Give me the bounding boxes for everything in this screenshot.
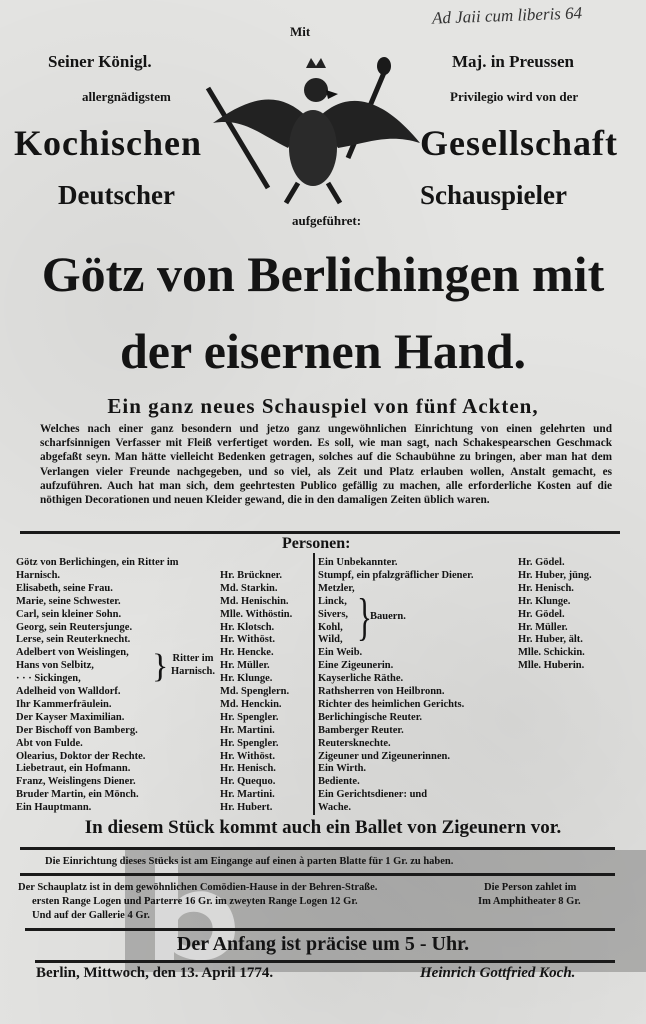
divider [35, 960, 615, 963]
cast-role: Adelheid von Walldorf. [16, 686, 121, 697]
cast-role: Richter des heimlichen Gerichts. [318, 698, 465, 710]
cast-role: Liebetraut, ein Hofmann. [16, 763, 131, 775]
cast-actor: Mlle. Huberin. [518, 660, 585, 672]
cast-actor: Hr. Spengler. [220, 737, 279, 749]
cast-role: Olearius, Doktor der Rechte. [16, 750, 146, 762]
header-gesellschaft: Gesellschaft [420, 123, 618, 163]
cast-role: Georg, sein Reutersjunge. [16, 621, 133, 633]
cast-role: Wild, [318, 634, 343, 646]
cast-role: Ein Hauptmann. [16, 802, 92, 814]
cast-actor: Hr. Klunge. [518, 595, 571, 607]
cast-actor: Hr. Klotsch. [220, 621, 275, 633]
cast-role: Linck, [318, 595, 347, 607]
knights-bracket-label: Ritter im Harnisch. [170, 653, 216, 677]
cast-actor: Hr. Müller. [220, 660, 270, 672]
cast-role: · · · Sickingen, [16, 673, 81, 685]
cast-role: Elisabeth, seine Frau. [16, 582, 113, 594]
cast-role: Ihr Kammerfräulein. [16, 698, 112, 710]
start-time: Der Anfang ist präcise um 5 - Uhr. [176, 933, 470, 955]
handwritten-note: Ad Jaii cum liberis 64 [431, 3, 583, 28]
cast-actor: Md. Starkin. [220, 582, 278, 594]
header-deutscher: Deutscher [58, 180, 175, 210]
cast-actor: Hr. Gödel. [518, 557, 565, 568]
ballet-note: In diesem Stück kommt auch ein Ballet von Zigeunern vor. [84, 817, 562, 838]
cast-role: Zigeuner und Zigeunerinnen. [318, 750, 450, 762]
divider [25, 928, 615, 931]
cast-actor: Hr. Spengler. [220, 711, 279, 723]
venue-line-2: ersten Range Logen und Parterre 16 Gr. im zweyten Range Logen 12 Gr. [32, 896, 358, 907]
cast-role: Ein Weib. [318, 647, 363, 659]
header-mit: Mit [290, 24, 311, 39]
divider [20, 847, 615, 850]
venue-line-3: Und auf der Gallerie 4 Gr. [32, 910, 150, 921]
cast-role: Wache. [318, 802, 351, 814]
venue-line-2-right: Im Amphitheater 8 Gr. [478, 896, 581, 907]
cast-role: Der Bischoff von Bamberg. [16, 724, 138, 736]
cast-actor: Hr. Hubert. [220, 802, 273, 814]
cast-actor: Hr. Müller. [518, 621, 568, 633]
cast-role: Ein Unbekannter. [318, 557, 398, 568]
cast-actor: Hr. Quequo. [220, 776, 276, 788]
cast-actor: Mlle. Withöstin. [220, 608, 293, 620]
peasants-bracket-label: Bauern. [370, 611, 406, 622]
footer-date: Berlin, Mittwoch, den 13. April 1774. [36, 965, 274, 981]
cast-role: Harnisch. [16, 569, 61, 581]
cast-actor: Hr. Withöst. [220, 750, 275, 762]
cast-actor: Hr. Henisch. [518, 582, 574, 594]
cast-role: Kohl, [318, 621, 343, 633]
cast-role: Marie, seine Schwester. [16, 595, 121, 607]
play-subtitle: Ein ganz neues Schauspiel von fünf Ackten, [107, 394, 539, 418]
cast-role: Eine Zigeunerin. [318, 660, 394, 672]
cast-role: Kayserliche Räthe. [318, 673, 404, 685]
cast-actor: Md. Spenglern. [220, 686, 290, 697]
cast-role: Carl, sein kleiner Sohn. [16, 608, 122, 620]
cast-actor: Hr. Martini. [220, 724, 275, 736]
prussian-eagle-emblem [198, 48, 424, 208]
cast-role: Stumpf, ein pfalzgräflicher Diener. [318, 569, 474, 581]
cast-column-divider [313, 553, 315, 815]
cast-role: Sivers, [318, 608, 349, 620]
header-schauspieler: Schauspieler [420, 180, 568, 210]
cast-role: Reutersknechte. [318, 737, 391, 749]
knights-brace: } [152, 648, 169, 685]
footer-signature: Heinrich Gottfried Koch. [420, 965, 576, 981]
cast-role: Rathsherren von Heilbronn. [318, 686, 445, 697]
cast-role: Lerse, sein Reuterknecht. [16, 634, 131, 646]
cast-actor: Hr. Huber, ält. [518, 634, 583, 646]
cast-actor: Hr. Brückner. [220, 569, 282, 581]
cast-role: Der Kayser Maximilian. [16, 711, 125, 723]
cast-role: Bediente. [318, 776, 360, 788]
cast-role: Hans von Selbitz, [16, 660, 94, 672]
cast-actor: Md. Henischin. [220, 595, 289, 607]
header-maj: Maj. in Preussen [452, 52, 574, 71]
play-title-line-2: der eisernen Hand. [119, 323, 527, 379]
cast-role: Ein Wirth. [318, 763, 367, 775]
peasants-brace: } [356, 589, 372, 646]
header-kochischen: Kochischen [14, 123, 203, 163]
cast-actor: Hr. Klunge. [220, 673, 273, 685]
cast-role: Berlichingische Reuter. [318, 711, 423, 723]
cast-actor: Hr. Gödel. [518, 608, 565, 620]
cast-actor: Hr. Huber, jüng. [518, 569, 592, 581]
cast-role: Adelbert von Weislingen, [16, 647, 129, 659]
venue-line-1-right: Die Person zahlet im [484, 882, 577, 893]
cast-actor: Hr. Withöst. [220, 634, 275, 646]
cast-role: Bamberger Reuter. [318, 724, 404, 736]
cast-role: Bruder Martin, ein Mönch. [16, 789, 139, 801]
divider [20, 531, 620, 534]
header-seiner: Seiner Königl. [48, 52, 152, 71]
cast-actor: Hr. Henisch. [220, 763, 276, 775]
booklet-note: Die Einrichtung dieses Stücks ist am Eingange auf einen à parten Blatte für 1 Gr. zu haben. [45, 856, 454, 867]
cast-role: Franz, Weislingens Diener. [16, 776, 136, 788]
cast-actor: Hr. Hencke. [220, 647, 274, 659]
cast-heading: Personen: [282, 535, 351, 552]
cast-actor: Md. Henckin. [220, 698, 282, 710]
cast-role: Metzler, [318, 582, 355, 594]
header-aufgefuehret: aufgeführet: [292, 213, 362, 228]
header-privilegio: Privilegio wird von der [450, 89, 579, 104]
venue-line-1: Der Schauplatz ist in dem gewöhnlichen Comödien-Hause in der Behren-Straße. [18, 882, 378, 893]
cast-actor: Hr. Martini. [220, 789, 275, 801]
cast-role: Ein Gerichtsdiener: und [318, 789, 428, 801]
divider [20, 873, 615, 876]
play-title-line-1: Götz von Berlichingen mit [41, 246, 605, 302]
cast-actor: Mlle. Schickin. [518, 647, 585, 659]
header-allergn: allergnädigstem [82, 89, 171, 104]
play-description: Welches nach einer ganz besondern und jetzo ganz ungewöhnlichen Einrichtung von einen gelehrten und scharfsinnigen Verfasser mit Fleiß verfertiget worden. Es soll, wie man sagt, nach Schakespearschen Geschmack abgefaßt seyn. Man hätte vielleicht Bedenken getragen, solches auf die Schaubühne zu bringen, aber man hat dem Verlangen vieler Freunde nachgegeben, und so viel, als Zeit und Platz erlauben wollen, Anstalt gemacht, es aufzuführen. Auch hat man sich, dem geehrtesten Publico gefällig zu machen, alle erforderliche Kosten auf die nöthigen Decorationen und neuen Kleider gewand, die in den damaligen Zeiten üblich waren. [40, 423, 612, 507]
cast-role: Abt von Fulde. [16, 737, 83, 749]
cast-role: Götz von Berlichingen, ein Ritter im [16, 557, 179, 568]
